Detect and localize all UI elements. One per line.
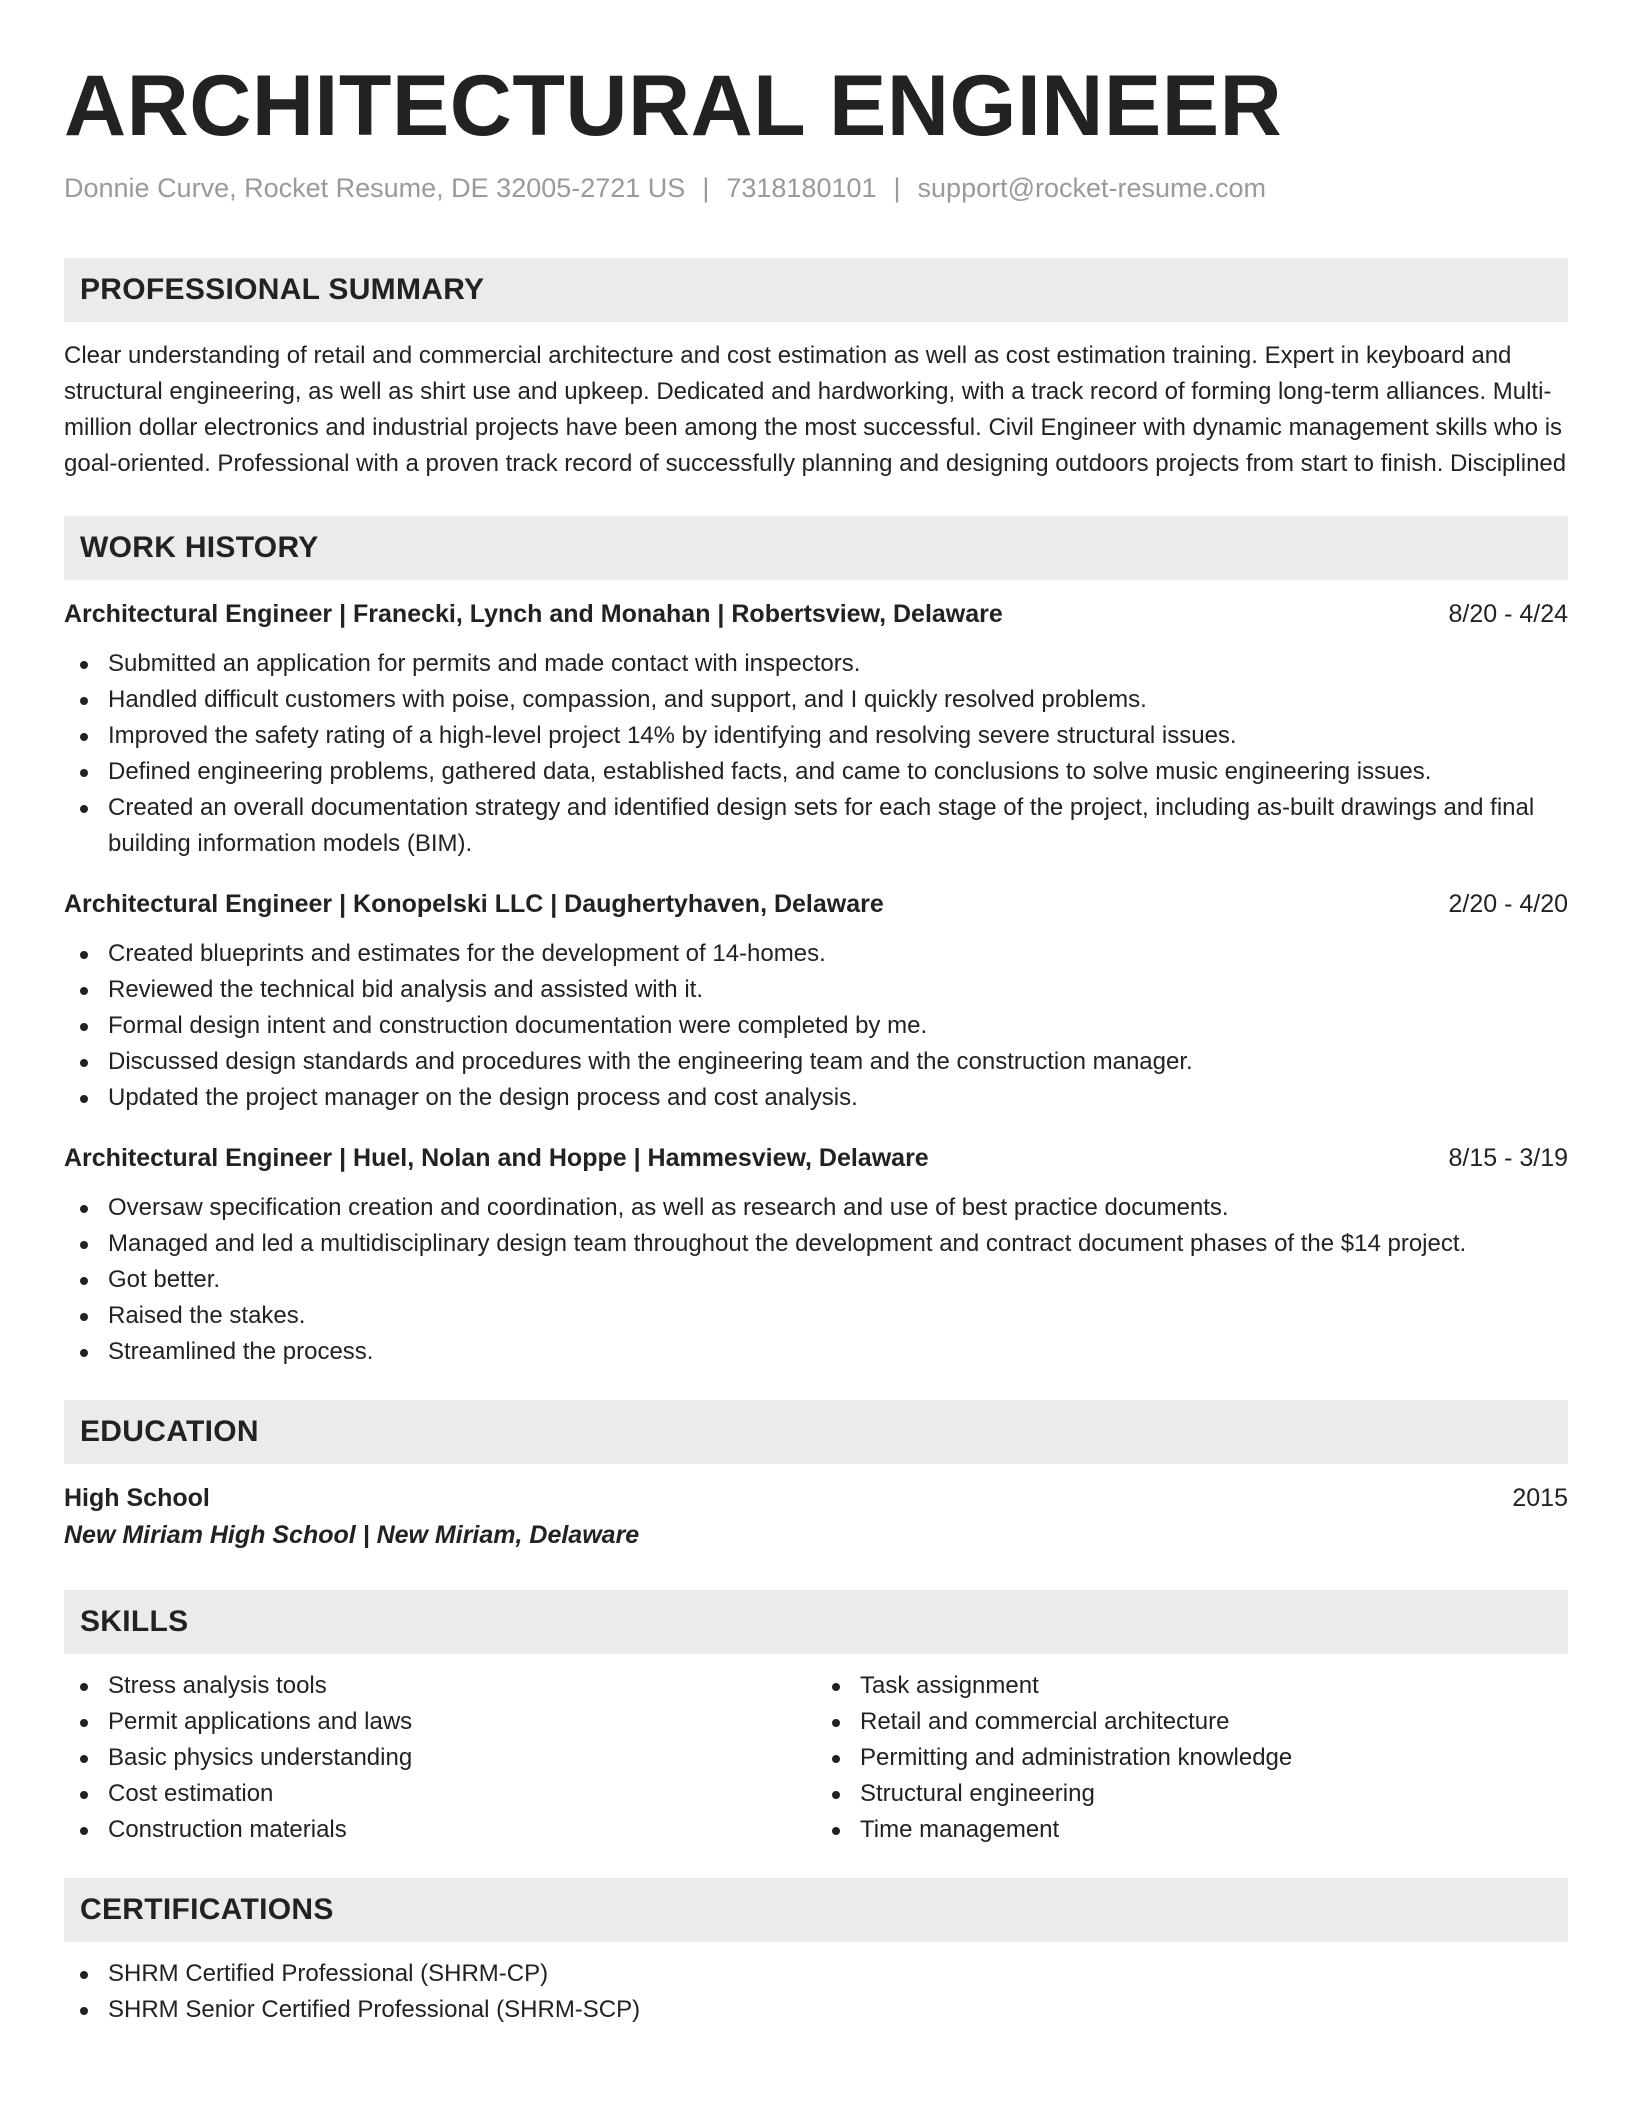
skill-item: Time management <box>816 1812 1568 1848</box>
skills-grid <box>64 1668 1568 1848</box>
job-bullet-list <box>64 936 1568 1116</box>
skill-item: Permit applications and laws <box>64 1704 816 1740</box>
skill-item: Construction materials <box>64 1812 816 1848</box>
job-bullet: Got better. <box>64 1262 1568 1298</box>
certification-item: SHRM Certified Professional (SHRM-CP) <box>64 1956 1568 1992</box>
education-year: 2015 <box>1512 1484 1568 1512</box>
job-dates: 2/20 - 4/20 <box>1448 890 1568 918</box>
skill-item: Stress analysis tools <box>64 1668 816 1704</box>
skills-column-left <box>64 1668 816 1848</box>
job-bullet: Streamlined the process. <box>64 1334 1568 1370</box>
education-entry <box>64 1480 1568 1554</box>
contact-line <box>64 170 1568 206</box>
skill-item: Task assignment <box>816 1668 1568 1704</box>
job-bullet: Raised the stakes. <box>64 1298 1568 1334</box>
skill-item: Permitting and administration knowledge <box>816 1740 1568 1776</box>
skill-item: Basic physics understanding <box>64 1740 816 1776</box>
job-bullet: Improved the safety rating of a high-level project 14% by identifying and resolving severe structural issues. <box>64 718 1568 754</box>
skills-list <box>64 1668 816 1848</box>
education-school: New Miriam High School | New Miriam, Delaware <box>64 1521 640 1549</box>
job-title: Architectural Engineer | Franecki, Lynch and Monahan | Robertsview, Delaware <box>64 600 1003 628</box>
summary-text: Clear understanding of retail and commercial architecture and cost estimation as well as cost estimation training. Expert in keyboard and structural engineering, as well as shirt use and upkeep. Dedicated and hardworking, with a track record of forming long-term alliances. Multi-million dollar electronics and industrial projects have been among the most successful. Civil Engineer with dynamic management skills who is goal-oriented. Professional with a proven track record of successfully planning and designing outdoors projects from start to finish. Disciplined <box>64 342 1567 477</box>
job-bullet: Defined engineering problems, gathered data, established facts, and came to conclusions to solve music engineering issues. <box>64 754 1568 790</box>
job-bullet: Handled difficult customers with poise, compassion, and support, and I quickly resolved problems. <box>64 682 1568 718</box>
job-bullet: Submitted an application for permits and made contact with inspectors. <box>64 646 1568 682</box>
skills-list <box>816 1668 1568 1848</box>
job-bullet: Discussed design standards and procedures with the engineering team and the construction manager. <box>64 1044 1568 1080</box>
skills-column-right <box>816 1668 1568 1848</box>
contact-email: support@rocket-resume.com <box>917 173 1267 203</box>
contact-phone: 7318180101 <box>726 173 877 203</box>
resume-title: ARCHITECTURAL ENGINEER <box>64 58 1283 154</box>
skill-item: Retail and commercial architecture <box>816 1704 1568 1740</box>
job-bullet-list <box>64 1190 1568 1370</box>
job-bullet: Created blueprints and estimates for the development of 14-homes. <box>64 936 1568 972</box>
job-header <box>64 886 1568 922</box>
job-bullet: Reviewed the technical bid analysis and assisted with it. <box>64 972 1568 1008</box>
section-heading-certifications: CERTIFICATIONS <box>64 1878 1568 1942</box>
section-heading-education: EDUCATION <box>64 1400 1568 1464</box>
job-entry <box>64 886 1568 1116</box>
job-bullet: Updated the project manager on the design process and cost analysis. <box>64 1080 1568 1116</box>
job-title: Architectural Engineer | Huel, Nolan and Hoppe | Hammesview, Delaware <box>64 1144 929 1172</box>
certification-item: SHRM Senior Certified Professional (SHRM-SCP) <box>64 1992 1568 2028</box>
job-header <box>64 596 1568 632</box>
job-title: Architectural Engineer | Konopelski LLC | Daughertyhaven, Delaware <box>64 890 884 918</box>
job-header <box>64 1140 1568 1176</box>
section-heading-skills: SKILLS <box>64 1590 1568 1654</box>
section-heading-summary: PROFESSIONAL SUMMARY <box>64 258 1568 322</box>
contact-separator: | <box>702 173 710 203</box>
contact-address: Donnie Curve, Rocket Resume, DE 32005-2721 US <box>64 173 686 203</box>
job-entry <box>64 1140 1568 1370</box>
certifications-list <box>64 1956 1568 2028</box>
job-dates: 8/15 - 3/19 <box>1448 1144 1568 1172</box>
skill-item: Cost estimation <box>64 1776 816 1812</box>
skill-item: Structural engineering <box>816 1776 1568 1812</box>
job-bullet: Oversaw specification creation and coordination, as well as research and use of best practice documents. <box>64 1190 1568 1226</box>
job-dates: 8/20 - 4/24 <box>1448 600 1568 628</box>
job-bullet: Created an overall documentation strategy and identified design sets for each stage of the project, including as-built drawings and final building information models (BIM). <box>64 790 1568 862</box>
job-bullet: Formal design intent and construction documentation were completed by me. <box>64 1008 1568 1044</box>
job-bullet-list <box>64 646 1568 862</box>
job-entry <box>64 596 1568 862</box>
contact-separator: | <box>893 173 901 203</box>
section-heading-work-history: WORK HISTORY <box>64 516 1568 580</box>
education-header <box>64 1480 1568 1516</box>
education-degree: High School <box>64 1484 210 1512</box>
job-bullet: Managed and led a multidisciplinary design team throughout the development and contract document phases of the $14 project. <box>64 1226 1568 1262</box>
